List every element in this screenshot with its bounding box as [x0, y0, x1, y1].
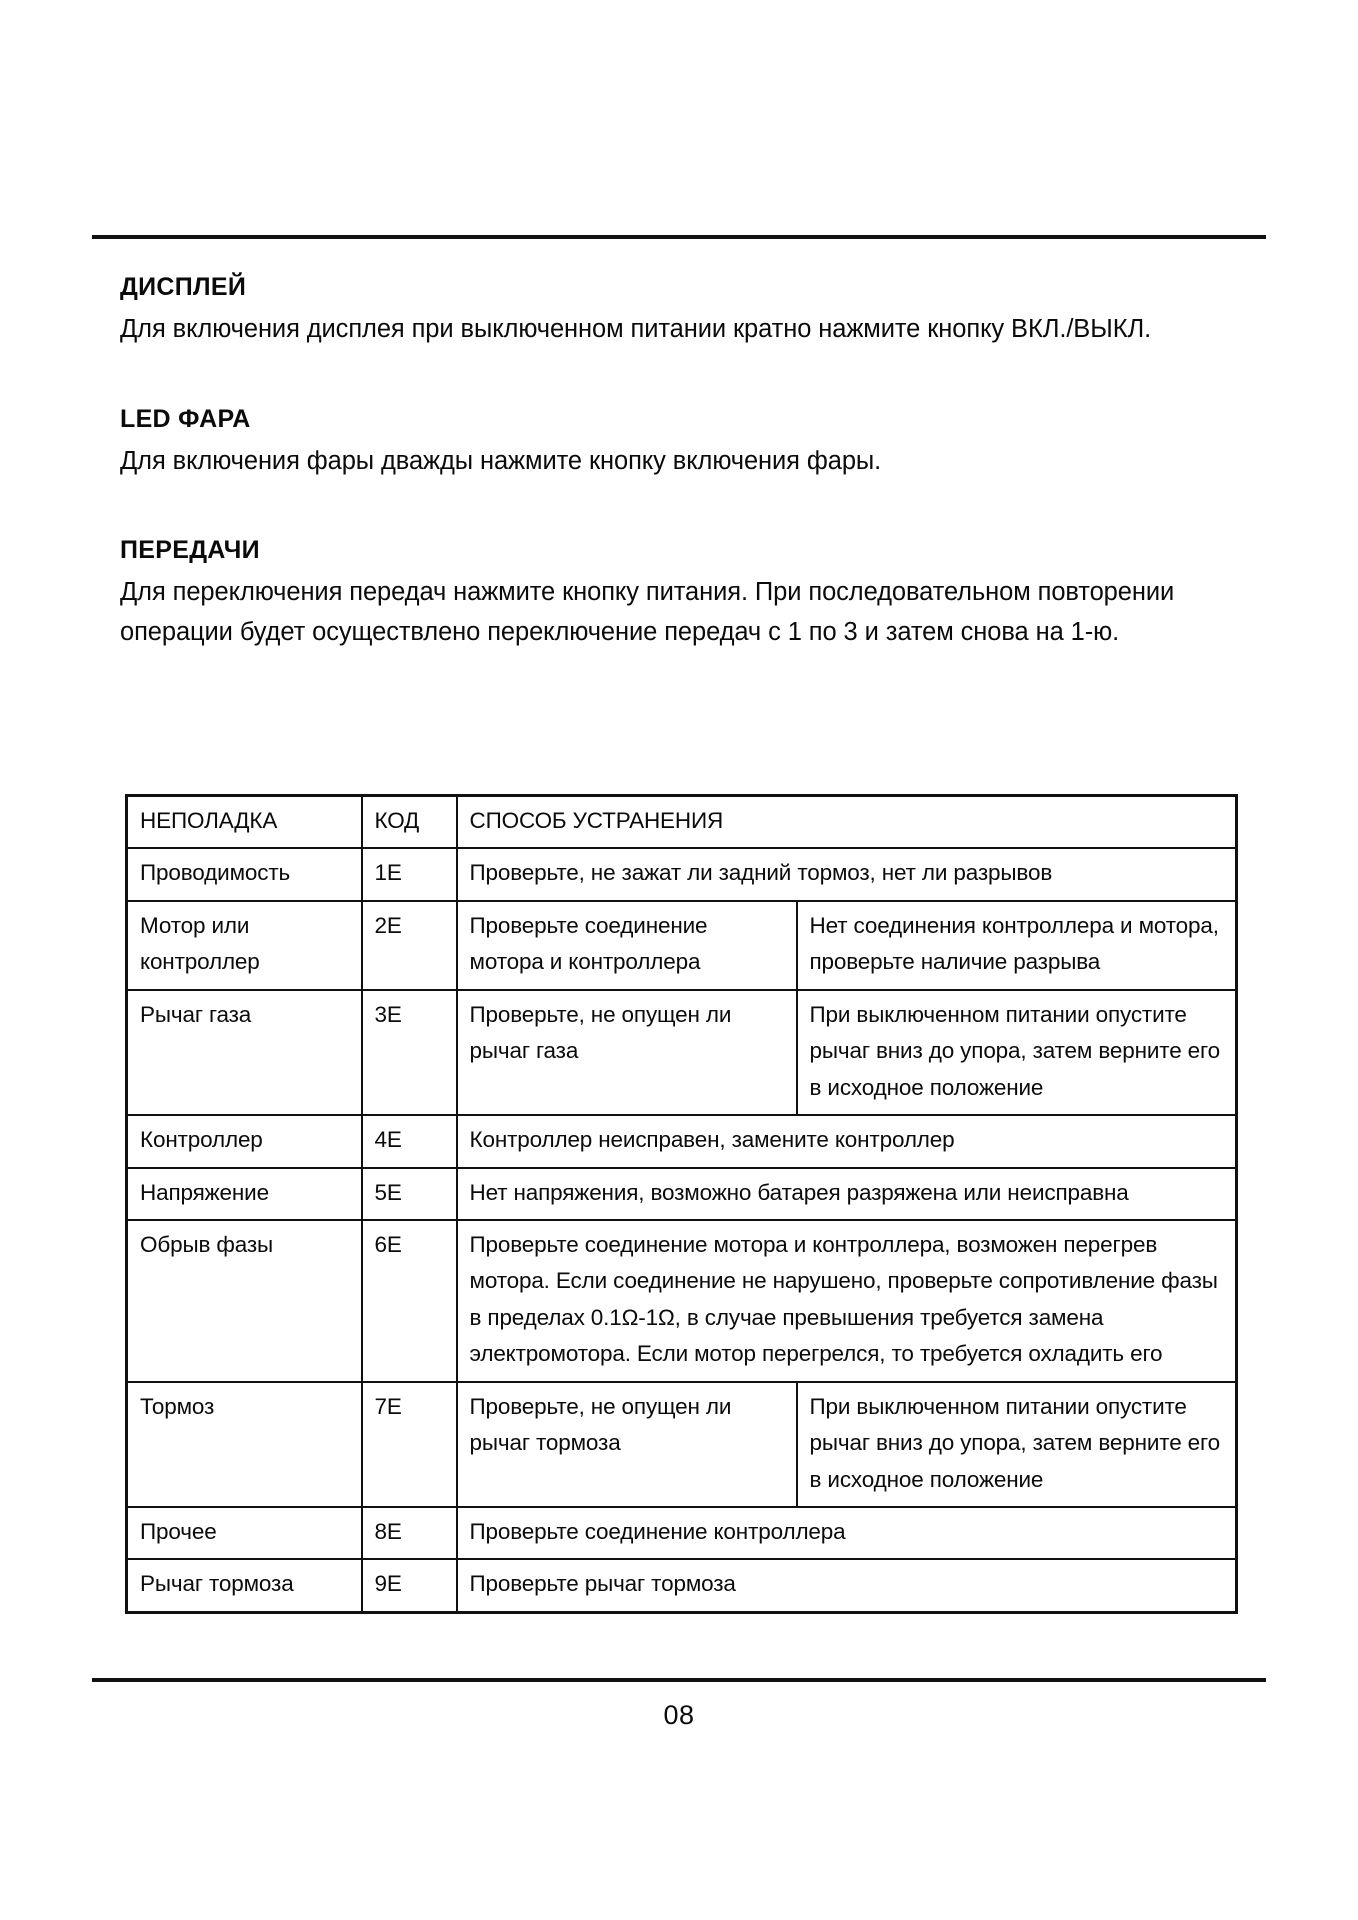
- header-rule: [92, 235, 1266, 239]
- cell-fault: Напряжение: [127, 1168, 362, 1220]
- column-header-remedy: СПОСОБ УСТРАНЕНИЯ: [457, 796, 1237, 849]
- section-led-headlight-body: Для включения фары дважды нажмите кнопку включения фары.: [120, 446, 882, 475]
- cell-fault: Мотор или контроллер: [127, 901, 362, 990]
- cell-remedy: Нет напряжения, возможно батарея разряжена или неисправна: [457, 1168, 1237, 1220]
- cell-code: 3E: [362, 990, 457, 1115]
- cell-remedy: Проверьте, не опущен ли рычаг тормоза: [457, 1382, 797, 1507]
- table-row: [127, 990, 1237, 1115]
- cell-code: 8E: [362, 1507, 457, 1559]
- table-row: [127, 1220, 1237, 1382]
- column-header-code: КОД: [362, 796, 457, 849]
- table-row: [127, 901, 1237, 990]
- cell-remedy-secondary: При выключенном питании опустите рычаг вниз до упора, затем верните его в исходное положение: [797, 1382, 1237, 1507]
- cell-remedy-secondary: Нет соединения контроллера и мотора, проверьте наличие разрыва: [797, 901, 1237, 990]
- cell-code: 7E: [362, 1382, 457, 1507]
- section-gears-title: ПЕРЕДАЧИ: [120, 536, 260, 565]
- cell-remedy: Проверьте рычаг тормоза: [457, 1559, 1237, 1612]
- cell-fault: Контроллер: [127, 1115, 362, 1167]
- cell-remedy: Проверьте соединение мотора и контроллера, возможен перегрев мотора. Если соединение не нарушено, проверьте сопротивление фазы в пределах 0.1Ω-1Ω, в случае превышения требуется замена электромотора. Если мотор перегрелся, то требуется охладить его: [457, 1220, 1237, 1382]
- page-number: 08: [663, 1700, 695, 1730]
- cell-fault: Проводимость: [127, 848, 362, 900]
- fault-code-table-wrap: [125, 794, 1235, 1614]
- cell-remedy: Проверьте соединение контроллера: [457, 1507, 1237, 1559]
- section-gears: [120, 535, 1250, 652]
- cell-fault: Тормоз: [127, 1382, 362, 1507]
- cell-remedy: Проверьте соединение мотора и контроллера: [457, 901, 797, 990]
- cell-remedy: Проверьте, не зажат ли задний тормоз, нет ли разрывов: [457, 848, 1237, 900]
- table-row: [127, 1115, 1237, 1167]
- table-row: [127, 1559, 1237, 1612]
- section-gears-body: Для переключения передач нажмите кнопку питания. При последовательном повторении операции будет осуществлено переключение передач с 1 по 3 и затем снова на 1-ю.: [120, 578, 1175, 646]
- section-gap-1: [120, 350, 1250, 404]
- cell-fault: Обрыв фазы: [127, 1220, 362, 1382]
- cell-remedy: Проверьте, не опущен ли рычаг газа: [457, 990, 797, 1115]
- cell-fault: Прочее: [127, 1507, 362, 1559]
- cell-remedy-secondary: При выключенном питании опустите рычаг вниз до упора, затем верните его в исходное положение: [797, 990, 1237, 1115]
- footer-rule: [92, 1678, 1266, 1682]
- table-row: [127, 848, 1237, 900]
- page-content: [120, 272, 1250, 652]
- section-gap-2: [120, 481, 1250, 535]
- table-header: [127, 796, 1237, 849]
- section-display-title: ДИСПЛЕЙ: [120, 273, 247, 301]
- table-row: [127, 1382, 1237, 1507]
- cell-code: 9E: [362, 1559, 457, 1612]
- section-led-headlight: [120, 404, 1250, 482]
- cell-code: 1E: [362, 848, 457, 900]
- cell-code: 5E: [362, 1168, 457, 1220]
- cell-code: 2E: [362, 901, 457, 990]
- column-header-fault: НЕПОЛАДКА: [127, 796, 362, 849]
- section-led-headlight-title: LED ФАРА: [120, 404, 251, 433]
- table-row: [127, 1168, 1237, 1220]
- table-body: [127, 848, 1237, 1612]
- cell-fault: Рычаг газа: [127, 990, 362, 1115]
- fault-code-table: [125, 794, 1238, 1614]
- table-row: [127, 1507, 1237, 1559]
- section-display: [120, 272, 1250, 350]
- cell-fault: Рычаг тормоза: [127, 1559, 362, 1612]
- cell-code: 4E: [362, 1115, 457, 1167]
- table-header-row: [127, 796, 1237, 849]
- cell-code: 6E: [362, 1220, 457, 1382]
- section-display-body: Для включения дисплея при выключенном питании кратно нажмите кнопку ВКЛ./ВЫКЛ.: [120, 315, 1152, 343]
- cell-remedy: Контроллер неисправен, замените контроллер: [457, 1115, 1237, 1167]
